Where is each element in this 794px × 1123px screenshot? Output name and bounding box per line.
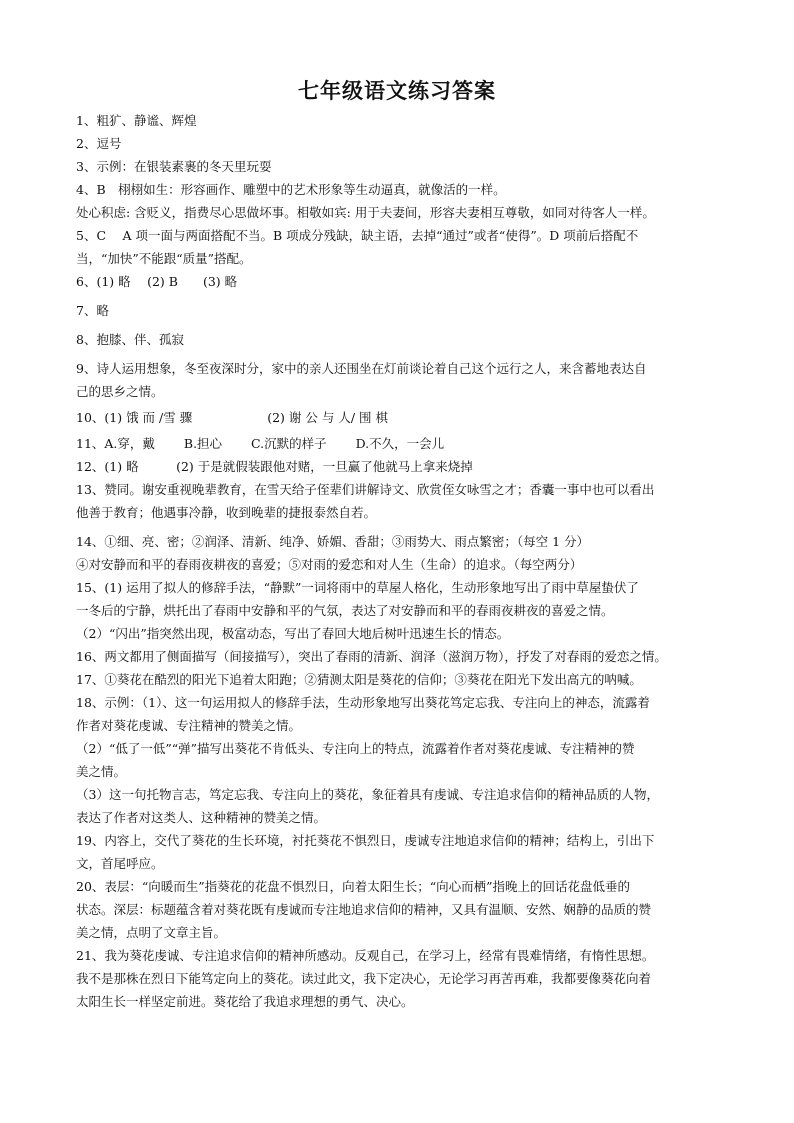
answer-line: 文，首尾呼应。 xyxy=(76,856,164,871)
answer-line: 我不是那株在烈日下能笃定向上的葵花。读过此文，我下定决心，无论学习再苦再难，我都要像葵花向着 xyxy=(76,971,652,986)
page-title: 七年级语文练习答案 xyxy=(298,78,496,103)
answer-line: 作者对葵花虔诚、专注精神的赞美之情。 xyxy=(76,718,302,733)
answer-line: 状态。深层：标题蕴含着对葵花既有虔诚而专注地追求信仰的精神，又具有温顺、安然、娴静的品质的赞 xyxy=(76,902,652,917)
answer-line: （3）这一句托物言志，笃定忘我、专注向上的葵花，象征着具有虔诚、专注追求信仰的精神品质的人物， xyxy=(76,787,659,802)
answer-line: 处心积虑: 含贬义，指费尽心思做坏事。相敬如宾: 用于夫妻间，形容夫妻相互尊敬，如同对待客人一样。 xyxy=(76,205,655,220)
answer-line: 11、A.穿，戴 B.担心 C.沉默的样子 D.不久，一会儿 xyxy=(76,436,445,451)
answer-line: 19、内容上，交代了葵花的生长环境，衬托葵花不惧烈日，虔诚专注地追求信仰的精神；结构上，引出下 xyxy=(76,833,655,848)
answer-line: 13、赞同。谢安重视晚辈教育，在雪天给子侄辈们讲解诗文、欣赏侄女咏雪之才；香囊一事中也可以看出 xyxy=(76,482,655,497)
answer-line: 12、(1) 略 (2) 于是就假装跟他对赌，一旦赢了他就马上拿来烧掉 xyxy=(76,459,473,474)
answer-line: 16、两文都用了侧面描写（间接描写），突出了春雨的清新、润泽（滋润万物），抒发了对春雨的爱恋之情。 xyxy=(76,649,667,664)
answer-line: 己的思乡之情。 xyxy=(76,384,164,399)
answer-line: 美之情，点明了文章主旨。 xyxy=(76,925,227,940)
answer-line: 一冬后的宁静，烘托出了春雨中安静和平的气氛，表达了对安静而和平的春雨夜耕夜的喜爱之情。 xyxy=(76,603,614,618)
answer-line: 表达了作者对这类人、这种精神的赞美之情。 xyxy=(76,810,327,825)
answer-line: 美之情。 xyxy=(76,764,127,779)
answer-line: 14、①细、亮、密；②润泽、清新、纯净、娇媚、香甜；③雨势大、雨点繁密；（每空 1 分） xyxy=(76,534,590,549)
answer-line: 9、诗人运用想象，冬至夜深时分，家中的亲人还围坐在灯前谈论着自己这个远行之人，来含蓄地表达自 xyxy=(76,361,647,376)
answer-line: 21、我为葵花虔诚、专注追求信仰的精神所感动。反观自己，在学习上，经常有畏难情绪，有惰性思想。 xyxy=(76,948,655,963)
answer-line: 17、①葵花在酷烈的阳光下追着太阳跑；②猜测太阳是葵花的信仰；③葵花在阳光下发出高亢的呐喊。 xyxy=(76,672,642,687)
answer-line: ④对安静而和平的春雨夜耕夜的喜爱；⑤对雨的爱恋和对人生（生命）的追求。（每空两分） xyxy=(76,557,583,572)
answer-line: 当，“加快”不能跟“质量”搭配。 xyxy=(76,251,252,266)
answer-line: 6、(1) 略 (2) B (3) 略 xyxy=(76,274,238,289)
answer-line: 他善于教育；他遇事冷静，收到晚辈的捷报泰然自若。 xyxy=(76,505,377,520)
answer-line: 5、C A 项一面与两面搭配不当。B 项成分残缺，缺主语，去掉“通过”或者“使得”。D 项前后搭配不 xyxy=(76,228,639,243)
answer-line: （2）“闪出”指突然出现，极富动态，写出了春回大地后树叶迅速生长的情态。 xyxy=(76,626,510,641)
answer-line: 2、逗号 xyxy=(76,136,122,151)
answer-line: 1、粗犷、静谧、辉煌 xyxy=(76,113,197,128)
answer-line: （2）“低了一低”“弹”描写出葵花不肯低头、专注向上的特点，流露着作者对葵花虔诚、专注精神的赞 xyxy=(76,741,635,756)
answer-list xyxy=(76,112,724,1011)
answer-line: 4、B 栩栩如生：形容画作、雕塑中的艺术形象等生动逼真，就像活的一样。 xyxy=(76,182,506,197)
answer-line: 18、示例：（1）、这一句运用拟人的修辞手法，生动形象地写出葵花笃定忘我、专注向上的神态，流露着 xyxy=(76,695,650,710)
answer-line: 15、(1) 运用了拟人的修辞手法，“静默”一词将雨中的草屋人格化，生动形象地写出了雨中草屋蛰伏了 xyxy=(76,580,639,595)
answer-line: 20、表层：“向暖而生”指葵花的花盘不惧烈日，向着太阳生长；“向心而栖”指晚上的回话花盘低垂的 xyxy=(76,879,630,894)
answer-line: 10、(1) 饿 而 /雪 骤 (2) 谢 公 与 人/ 围 棋 xyxy=(76,410,388,425)
answer-line: 8、抱膝、伴、孤寂 xyxy=(76,332,184,347)
answer-line: 太阳生长一样坚定前进。葵花给了我追求理想的勇气、决心。 xyxy=(76,994,414,1009)
answer-line: 3、示例：在银装素裹的冬天里玩耍 xyxy=(76,159,272,174)
answer-line: 7、略 xyxy=(76,303,109,318)
